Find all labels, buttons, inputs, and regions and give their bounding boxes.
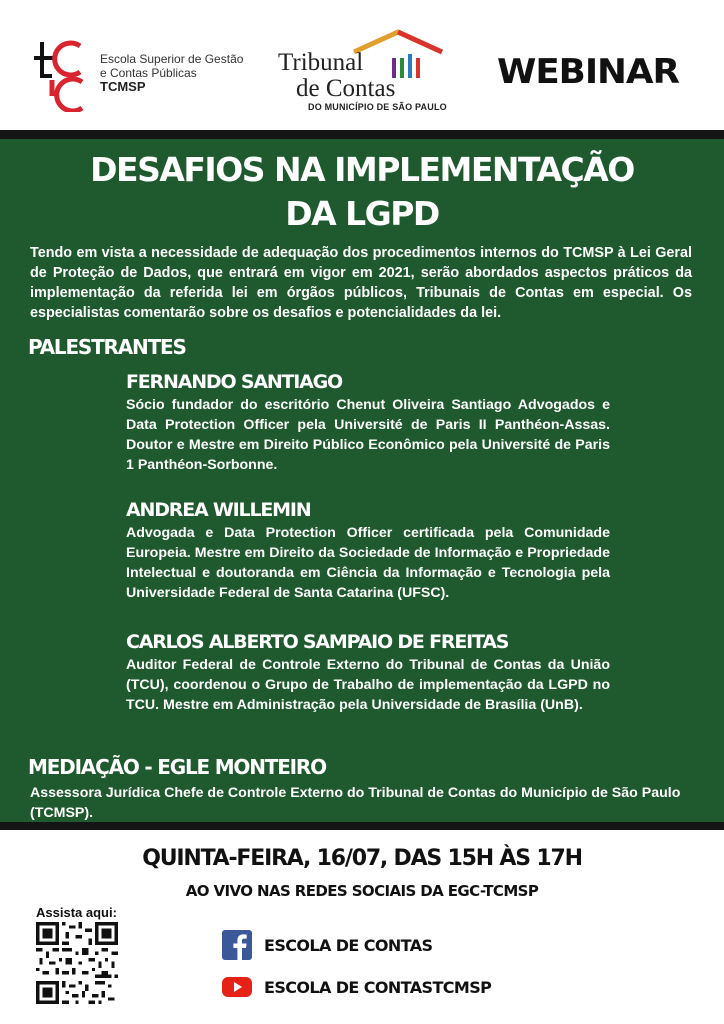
event-panel (0, 130, 724, 830)
egc-line-2: e Contas Públicas (100, 66, 197, 80)
municipio-subtitle: DO MUNICÍPIO DE SÃO PAULO (308, 102, 447, 112)
speaker-bio: Advogada e Data Protection Officer certificada pela Comunidade Europeia. Mestre em Direito da Sociedade de Informação e Propriedade Intelectual e doutoranda em Ciência da Informação e Tecnologia pela Universidade Federal de Santa Catarina (UFSC). (126, 525, 610, 601)
tribunal-de-contas-logo (278, 28, 448, 118)
egc-school-name (100, 52, 243, 94)
live-info: AO VIVO NAS REDES SOCIAIS DA EGC-TCMSP (185, 882, 539, 900)
youtube-label[interactable]: ESCOLA DE CONTASTCMSP (264, 977, 492, 997)
webinar-label: WEBINAR (497, 52, 679, 92)
speaker-bio: Auditor Federal de Controle Externo do Tribunal de Contas da União (TCU), coordenou o Grupo de Trabalho de implementação da LGPD no TCU. Mestre em Administração pela Universidade de Brasília (UnB). (126, 657, 610, 713)
speaker-name: FERNANDO SANTIAGO (126, 371, 343, 393)
speaker-name: ANDREA WILLEMIN (126, 499, 311, 521)
youtube-icon[interactable] (222, 972, 252, 1002)
youtube-link[interactable] (222, 972, 491, 1002)
event-title-line-2: DA LGPD (285, 194, 439, 233)
speakers-heading: PALESTRANTES (28, 335, 186, 359)
speaker-name: CARLOS ALBERTO SAMPAIO DE FREITAS (126, 631, 509, 653)
de-contas-title: de Contas (296, 75, 396, 102)
mediation-text: Assessora Jurídica Chefe de Controle Externo do Tribunal de Contas do Município de São Paulo (TCMSP). (30, 785, 681, 821)
watch-here-label: Assista aqui: (36, 905, 117, 920)
event-date: QUINTA-FEIRA, 16/07, DAS 15H ÀS 17H (142, 846, 582, 871)
egc-line-3: TCMSP (100, 79, 146, 94)
event-intro: Tendo em vista a necessidade de adequação dos procedimentos internos do TCMSP à Lei Geral de Proteção de Dados, que entrará em vigor em 2021, serão abordados aspectos práticos da implementação da referida lei em órgãos públicos, Tribunais de Contas em especial. Os especialistas comentarão sobre os desafios e potencialidades da lei. (30, 245, 692, 321)
header (0, 0, 724, 128)
facebook-label[interactable]: ESCOLA DE CONTAS (264, 935, 433, 955)
facebook-icon[interactable] (222, 930, 252, 960)
speaker-bio: Sócio fundador do escritório Chenut Oliveira Santiago Advogados e Data Protection Officer pela Université de Paris II Panthéon-Assas. Doutor e Mestre em Direito Público Econômico pela Université de Paris 1 Panthéon-Sorbonne. (126, 397, 610, 473)
egc-logo-text: EGC (30, 36, 33, 37)
event-title-line-1: DESAFIOS NA IMPLEMENTAÇÃO (90, 150, 634, 189)
qr-code-icon[interactable] (36, 922, 118, 1004)
egc-logo (30, 36, 90, 112)
tribunal-title: Tribunal (278, 49, 364, 76)
facebook-link[interactable] (222, 930, 432, 960)
egc-line-1: Escola Superior de Gestão (100, 52, 244, 66)
mediation-heading: MEDIAÇÃO - EGLE MONTEIRO (28, 755, 326, 779)
